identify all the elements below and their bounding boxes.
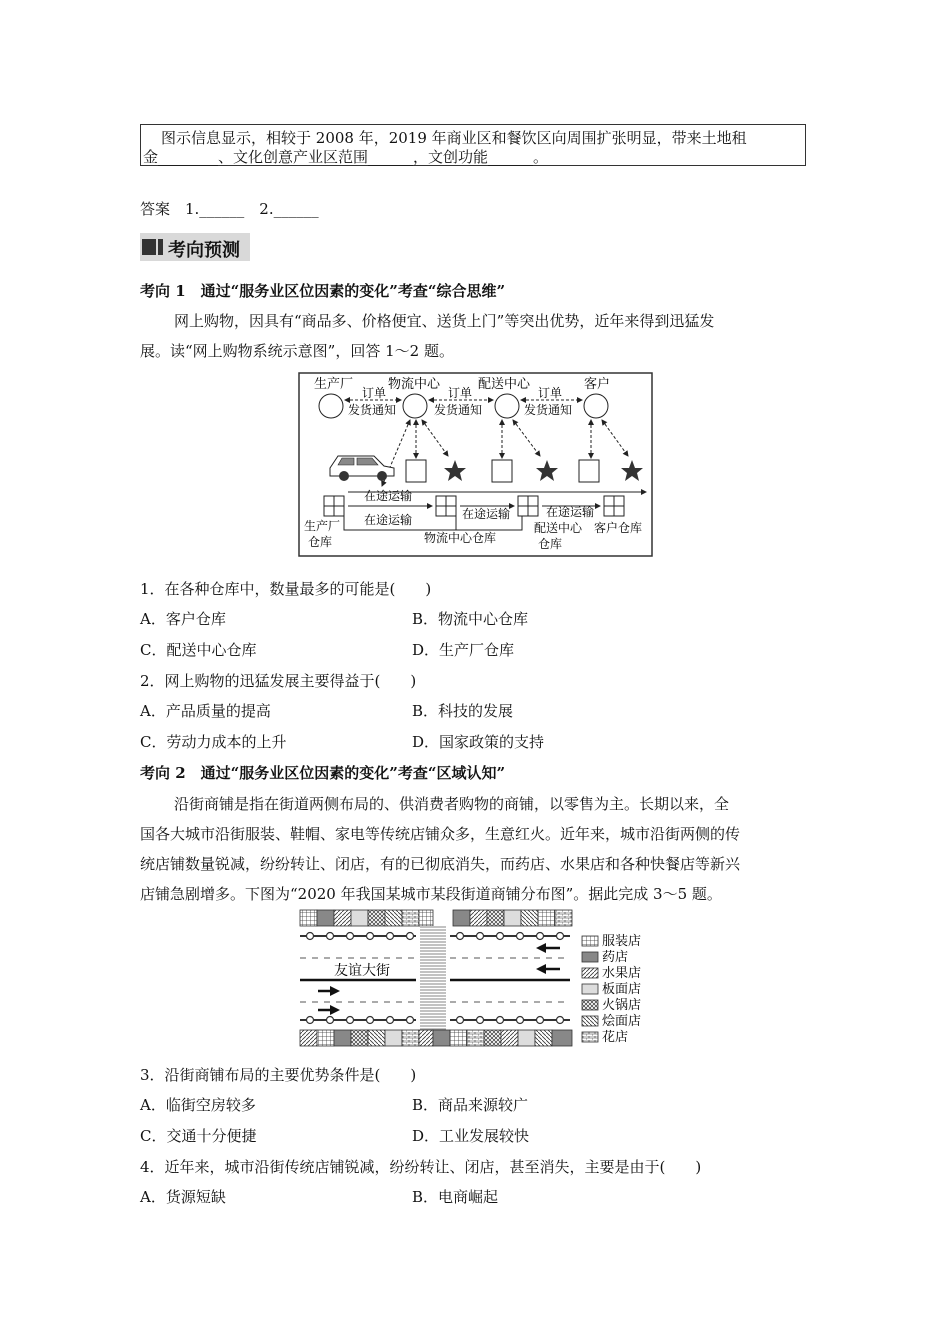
legend-swatch-clothing xyxy=(582,936,598,946)
ship-label-1: 发货通知 xyxy=(348,403,397,417)
legend-swatch-hotpot xyxy=(582,1000,598,1010)
crosswalk xyxy=(420,926,446,1030)
transit-label-1: 在途运输 xyxy=(364,489,413,503)
order-label-1: 订单 xyxy=(362,386,387,400)
legend-label-clothing: 服装店 xyxy=(602,934,642,949)
section-marker-icon xyxy=(142,239,156,255)
legend-label-fruit: 水果店 xyxy=(602,966,642,981)
transit-label-2: 在途运输 xyxy=(462,507,511,521)
legend-label-banmian: 板面店 xyxy=(602,982,642,997)
ship-label-3: 发货通知 xyxy=(524,403,573,417)
node-label-logistics: 物流中心 xyxy=(388,377,441,392)
q1-stem: 1．在各种仓库中，数量最多的可能是( ) xyxy=(140,580,432,598)
section-title xyxy=(140,233,250,261)
legend-label-hotpot: 火锅店 xyxy=(602,998,642,1013)
section-marker-bar-icon xyxy=(158,239,163,255)
online-shopping-diagram xyxy=(298,372,654,558)
top-shop-row xyxy=(300,910,572,926)
warehouse-box-3 xyxy=(579,460,599,482)
street-name: 友谊大街 xyxy=(334,963,390,979)
ship-label-2: 发货通知 xyxy=(434,403,483,417)
q1-option-c: C．配送中心仓库 xyxy=(140,641,257,659)
q2-option-d: D．国家政策的支持 xyxy=(412,733,545,751)
legend-swatch-pharmacy xyxy=(582,952,598,962)
legend-label-pharmacy: 药店 xyxy=(602,950,629,965)
k1-heading: 考向 1 通过“服务业区位因素的变化”考查“综合思维” xyxy=(140,282,506,300)
order-label-2: 订单 xyxy=(448,386,473,400)
q4-option-b: B．电商崛起 xyxy=(412,1188,499,1206)
logistics-warehouse-label: 物流中心仓库 xyxy=(424,531,497,545)
k2-para-4: 店铺急剧增多。下图为“2020 年我国某城市某段街道商铺分布图”。据此完成 3～5 题。 xyxy=(140,885,722,903)
info-line-1: 图示信息显示，相较于 2008 年，2019 年商业区和餐饮区向周围扩张明显，带来土地租 xyxy=(161,129,747,147)
k2-para-1: 沿街商铺是指在街道两侧布局的、供消费者购物的商铺，以零售为主。长期以来，全 xyxy=(174,795,730,813)
node-label-distribution: 配送中心 xyxy=(478,377,531,392)
q2-option-a: A．产品质量的提高 xyxy=(140,702,271,720)
q4-option-a: A．货源短缺 xyxy=(140,1188,226,1206)
q1-option-d: D．生产厂仓库 xyxy=(412,641,515,659)
legend-label-flower: 花店 xyxy=(602,1030,629,1045)
producer-warehouse-label-1: 生产厂 xyxy=(304,519,341,533)
distribution-warehouse-label-2: 仓库 xyxy=(538,537,563,551)
k1-para-2: 展。读“网上购物系统示意图”，回答 1～2 题。 xyxy=(140,342,454,360)
k2-para-2: 国各大城市沿街服装、鞋帽、家电等传统店铺众多，生意红火。近年来，城市沿街两侧的传 xyxy=(140,825,741,843)
warehouse-box-2 xyxy=(492,460,512,482)
bottom-shop-row xyxy=(300,1030,572,1046)
section-title-text: 考向预测 xyxy=(168,240,240,261)
q1-option-a: A．客户仓库 xyxy=(140,610,226,628)
legend-swatch-banmian xyxy=(582,984,598,994)
q4-stem: 4．近年来，城市沿街传统店铺锐减，纷纷转让、闭店，甚至消失，主要是由于( ) xyxy=(140,1158,702,1176)
legend-swatch-huimian xyxy=(582,1016,598,1026)
q3-option-d: D．工业发展较快 xyxy=(412,1127,530,1145)
q3-stem: 3．沿街商铺布局的主要优势条件是( ) xyxy=(140,1066,417,1084)
q3-option-c: C．交通十分便捷 xyxy=(140,1127,257,1145)
logistics-node xyxy=(403,394,427,418)
legend-swatch-flower xyxy=(582,1032,598,1042)
node-label-producer: 生产厂 xyxy=(314,377,354,392)
legend xyxy=(582,936,598,1042)
legend-swatch-fruit xyxy=(582,968,598,978)
q3-option-b: B．商品来源较广 xyxy=(412,1096,529,1114)
info-line-2: 金________、文化创意产业区范围______，文创功能______。 xyxy=(143,148,549,166)
q2-stem: 2．网上购物的迅猛发展主要得益于( ) xyxy=(140,672,417,690)
k1-para-1: 网上购物，因具有“商品多、价格便宜、送货上门”等突出优势，近年来得到迅猛发 xyxy=(174,312,715,330)
producer-node xyxy=(319,394,343,418)
warehouse-box-1 xyxy=(406,460,426,482)
k2-heading: 考向 2 通过“服务业区位因素的变化”考查“区域认知” xyxy=(140,764,506,782)
q1-option-b: B．物流中心仓库 xyxy=(412,610,529,628)
info-box xyxy=(140,124,806,166)
legend-label-huimian: 烩面店 xyxy=(602,1014,642,1029)
q3-option-a: A．临街空房较多 xyxy=(140,1096,256,1114)
street-shop-diagram xyxy=(298,908,654,1050)
order-label-3: 订单 xyxy=(538,386,563,400)
transit-label-4: 在途运输 xyxy=(364,513,413,527)
transit-label-3: 在途运输 xyxy=(546,505,595,519)
distribution-node xyxy=(495,394,519,418)
customer-node xyxy=(584,394,608,418)
q2-option-b: B．科技的发展 xyxy=(412,702,514,720)
k2-para-3: 统店铺数量锐减，纷纷转让、闭店，有的已彻底消失，而药店、水果店和各种快餐店等新兴 xyxy=(140,855,741,873)
q2-option-c: C．劳动力成本的上升 xyxy=(140,733,287,751)
customer-warehouse-label: 客户仓库 xyxy=(594,521,643,535)
answer-line: 答案 1.______ 2.______ xyxy=(140,200,319,218)
distribution-warehouse-label-1: 配送中心 xyxy=(534,521,583,535)
node-label-customer: 客户 xyxy=(584,377,611,392)
producer-warehouse-label-2: 仓库 xyxy=(308,535,333,549)
